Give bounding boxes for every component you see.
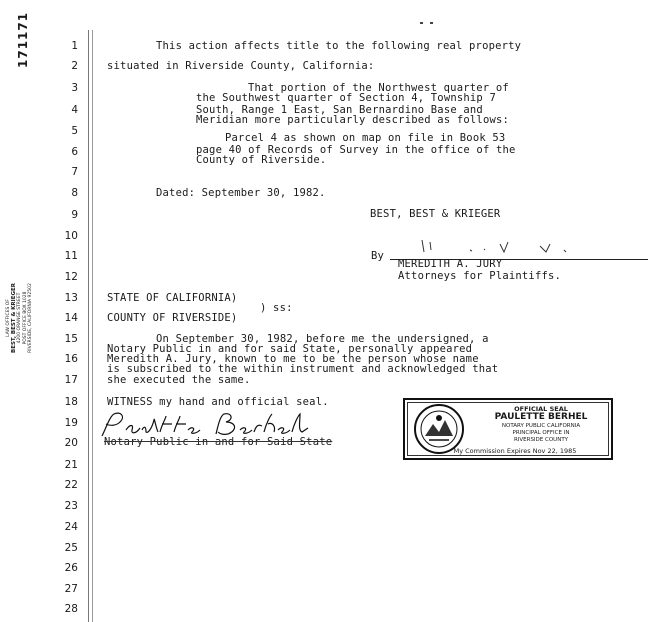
line-number: 9 [71,209,78,221]
body-line: That portion of the Northwest quarter of [248,82,509,94]
body-line: County of Riverside. [196,154,327,166]
line-number: 25 [64,542,78,554]
seal-line: RIVERSIDE COUNTY [513,437,569,443]
body-line: Parcel 4 as shown on map on file in Book 53 [225,132,506,144]
attorneys-line: Attorneys for Plaintiffs. [398,270,562,282]
line-number: 12 [64,271,78,283]
body-line: Meridian more particularly described as follows: [196,114,510,126]
line-number: 7 [71,166,78,178]
line-number: 17 [64,374,78,386]
ack-line: Meredith A. Jury, known to me to be the person whose name [107,353,479,365]
ack-line: Notary Public in and for said State, personally appeared [107,343,473,355]
line-number: 24 [64,521,78,533]
line-number: 21 [64,459,78,471]
line-number: 4 [71,104,78,116]
line-number: 13 [64,292,78,304]
venue-county: COUNTY OF RIVERSIDE) [107,312,238,324]
stray-mark [420,22,423,24]
law-office-stamp [6,268,34,368]
law-office-line: POST OFFICE BOX 1028 [22,291,28,345]
line-number: 20 [64,437,78,449]
notary-line: Notary Public in and for Said State [104,436,333,448]
law-office-line: RIVERSIDE, CALIFORNIA 92502 [28,283,33,353]
line-number: 15 [64,333,78,345]
seal-line: PRINCIPAL OFFICE IN [512,430,570,436]
line-number: 8 [71,187,78,199]
witness-line: WITNESS my hand and official seal. [107,396,329,408]
attorney-signature [400,236,600,258]
signer-name: MEREDITH A. JURY [398,258,503,270]
firm-name: BEST, BEST & KRIEGER [370,208,501,220]
ack-line: On September 30, 1982, before me the undersigned, a [156,333,489,345]
line-number: 23 [64,500,78,512]
body-line: South, Range 1 East, San Bernardino Base and [196,104,483,116]
line-number: 10 [64,230,78,242]
stray-mark [430,22,433,24]
law-office-line: 4200 ORANGE STREET [17,292,22,344]
body-line: This action affects title to the following real property [156,40,522,52]
body-line: the Southwest quarter of Section 4, Township 7 [196,92,496,104]
law-office-firm: BEST, BEST & KRIEGER [10,283,17,353]
line-number: 6 [71,146,78,158]
venue-state: STATE OF CALIFORNIA) [107,292,238,304]
line-number: 26 [64,562,78,574]
law-office-line: LAW OFFICES OF [6,299,11,337]
line-number: 18 [64,396,78,408]
line-number: 22 [64,479,78,491]
line-number: 3 [71,82,78,94]
pleading-rule [92,30,93,622]
line-number: 27 [64,583,78,595]
line-number: 28 [64,603,78,615]
dated-line: Dated: September 30, 1982. [156,187,326,199]
line-number: 11 [64,250,78,262]
seal-notary-name: PAULETTE BERHEL [494,412,588,422]
pleading-rule [88,30,89,622]
document-number: 171171 [16,11,30,68]
notary-seal-stamp [403,398,613,460]
line-number: 19 [64,417,78,429]
line-number: 1 [71,40,78,52]
body-line: situated in Riverside County, California: [107,60,375,72]
body-line: page 40 of Records of Survey in the office of the [196,144,516,156]
line-number: 2 [71,60,78,72]
ack-line: is subscribed to the within instrument and acknowledged that [107,363,499,375]
seal-line: NOTARY PUBLIC CALIFORNIA [501,423,581,429]
seal-commission-expiry: My Commission Expires Nov 22, 1985 [453,447,577,455]
by-label: By [371,250,385,262]
line-number: 14 [64,312,78,324]
seal-title: OFFICIAL SEAL [514,405,568,413]
venue-ss: ) ss: [260,302,293,314]
ack-line: she executed the same. [107,374,251,386]
line-number: 5 [71,125,78,137]
line-number: 16 [64,353,78,365]
